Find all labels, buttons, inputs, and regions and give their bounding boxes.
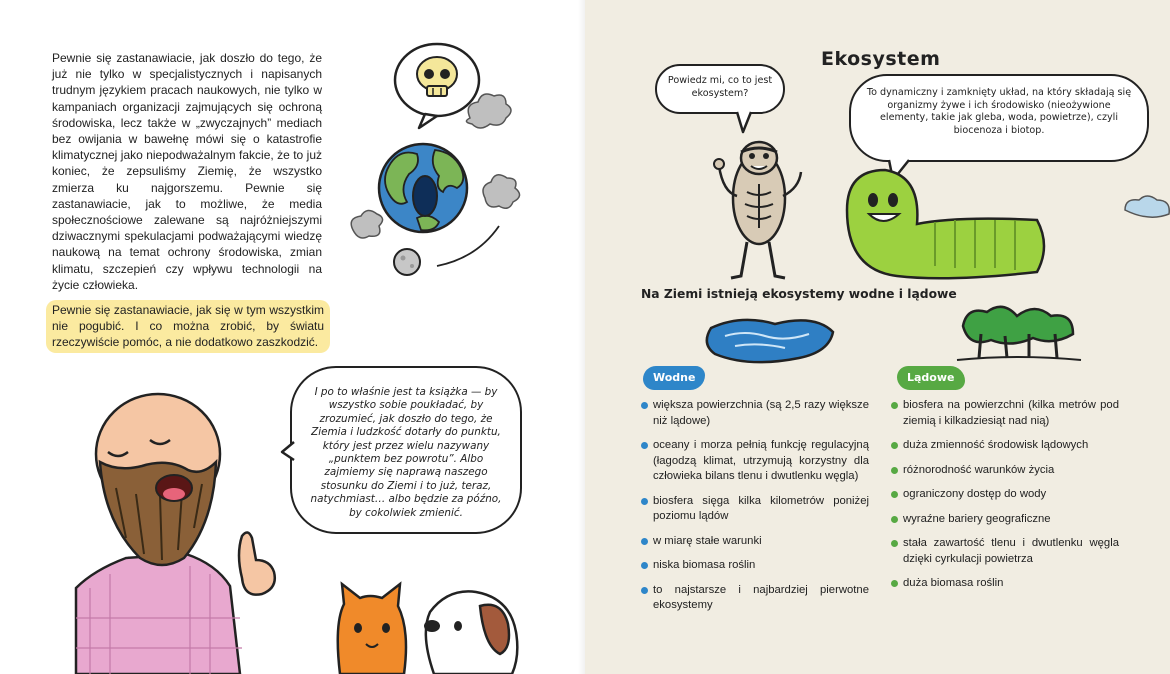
cat-and-dog-illustration [330, 582, 530, 674]
list-item: różnorodność warunków życia [891, 463, 1119, 479]
water-illustration [705, 312, 837, 366]
bullet-icon [641, 562, 648, 569]
bullet-icon [891, 491, 898, 498]
bullet-icon [891, 467, 898, 474]
ecosystems-subtitle: Na Ziemi istnieją ekosystemy wodne i lądowe [641, 287, 957, 301]
bullet-icon [891, 442, 898, 449]
intro-paragraph: Pewnie się zastanawiacie, jak doszło do tego, że już nie tylko w specjalistycznych i napisanych trudnym językiem pracach naukowych, nie tylko w kampaniach organizacji zajmujących się ochroną środowiska, lecz także w „zwyczajnych” mediach bez owijania w bawełnę mówi się o katastrofie klimatycznej jako niepodważalnym fakcie, że to już koniec, że zepsuliśmy Ziemię, że wszystko zmierza ku najgorszemu. Pewnie się zastanawiacie, jak to możliwe, że media społecznościowe zalewane są najróżniejszymi dziwacznymi spekulacjami podważającymi wiedzę naukową na temat ochrony środowiska, zmian klimatu, szczepień czy wpływu technologii na życie człowieka. [52, 51, 322, 292]
aquatic-label: Wodne [643, 366, 705, 390]
right-page [585, 0, 1170, 674]
bullet-icon [641, 402, 648, 409]
bearded-man-illustration [70, 388, 290, 674]
forest-illustration [957, 300, 1081, 364]
cloud-decoration [1121, 192, 1170, 222]
sick-earth-illustration [345, 40, 535, 280]
speech-bubble-tail [280, 440, 300, 464]
list-item: duża biomasa roślin [891, 576, 1119, 592]
list-item: w miarę stałe warunki [641, 534, 869, 550]
bullet-icon [641, 538, 648, 545]
speech-bubble-book: I po to właśnie jest ta książka — by wszystko sobie poukładać, by zrozumieć, jak doszło do tego, że Ziemia i ludzkość dotarły do punktu, który jest przez wielu nazywany „punktem bez powrotu”. Albo zajmiemy się naprawą naszego stosunku do Ziemi i to już, teraz, natychmiast… albo będzie za późno, by cokolwiek zmienić. [290, 366, 522, 534]
highlighted-paragraph: Pewnie się zastanawiacie, jak się w tym wszystkim nie pogubić. I co można zrobić, by światu rzeczywiście pomóc, a nie dodatkowo zaszkodzić. [46, 300, 330, 353]
aquatic-facts-list [641, 398, 869, 623]
bullet-icon [891, 540, 898, 547]
list-item: biosfera sięga kilka kilometrów poniżej poziomu lądów [641, 494, 869, 525]
list-item: biosfera na powierzchni (kilka metrów pod ziemią i kilkadziesiąt nad nią) [891, 398, 1119, 429]
list-item: to najstarsze i najbardziej pierwotne ekosystemy [641, 583, 869, 614]
bullet-icon [641, 442, 648, 449]
caterpillar-illustration [839, 168, 1039, 278]
terrestrial-label: Lądowe [897, 366, 965, 390]
list-item: niska biomasa roślin [641, 558, 869, 574]
list-item: ograniczony dostęp do wody [891, 487, 1119, 503]
bullet-icon [891, 402, 898, 409]
answer-bubble: To dynamiczny i zamknięty układ, na który składają się organizmy żywe i ich środowisko (nieożywione elementy, takie jak gleba, woda, powietrze), czyli biocenoza i biotop. [849, 74, 1149, 162]
list-item: wyraźne bariery geograficzne [891, 512, 1119, 528]
bullet-icon [891, 516, 898, 523]
page-title: Ekosystem [821, 48, 941, 70]
list-item: większa powierzchnia (są 2,5 razy większe niż lądowe) [641, 398, 869, 429]
list-item: stała zawartość tlenu i dwutlenku węgla dzięki cyrkulacji powietrza [891, 536, 1119, 567]
list-item: oceany i morza pełnią funkcję regulacyjną (łagodzą klimat, utrzymują korzystny dla człowieka bilans tlenu i dwutlenku węgla) [641, 438, 869, 485]
terrestrial-facts-list [891, 398, 1119, 601]
list-item: duża zmienność środowisk lądowych [891, 438, 1119, 454]
bug-character-illustration [707, 124, 827, 280]
question-bubble: Powiedz mi, co to jest ekosystem? [655, 64, 785, 114]
bullet-icon [641, 498, 648, 505]
bullet-icon [641, 587, 648, 594]
bullet-icon [891, 580, 898, 587]
